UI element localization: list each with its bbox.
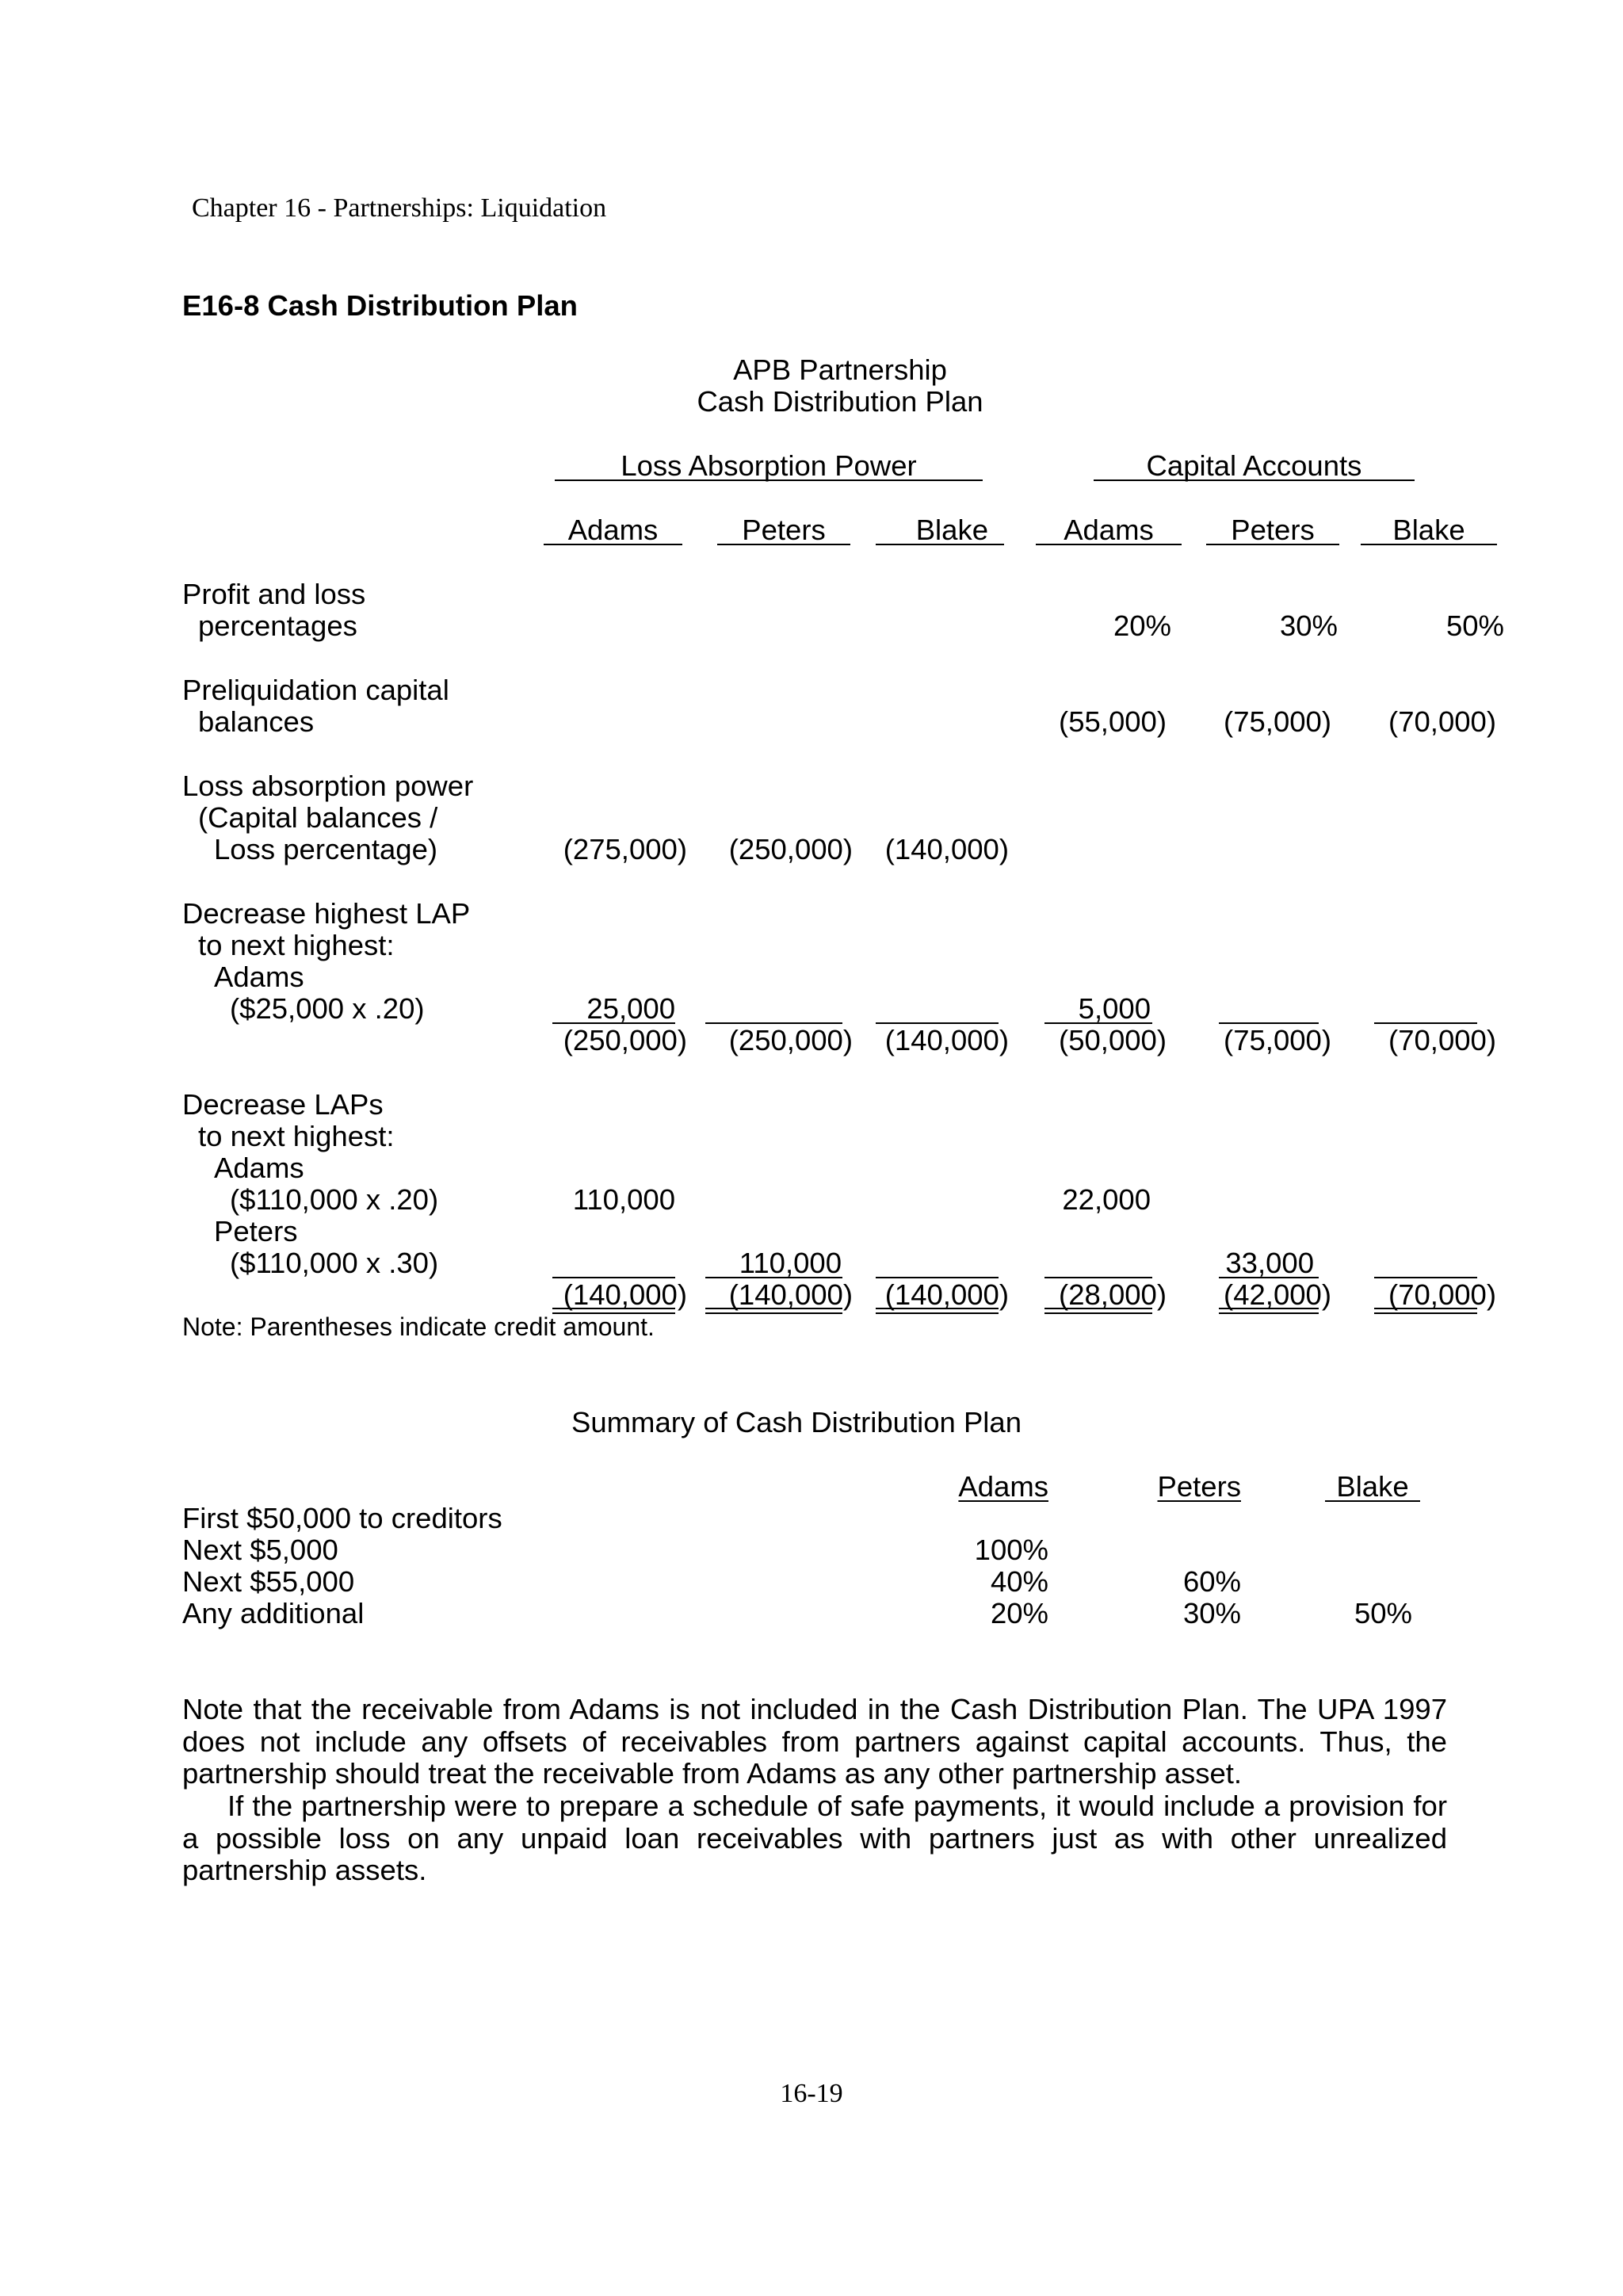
header-capital-accounts: Capital Accounts: [1146, 449, 1362, 482]
row-label: Loss absorption power: [182, 770, 474, 802]
total-double-underline: [876, 1308, 999, 1314]
paragraph: Note that the receivable from Adams is not included in the Cash Distribution Plan. The UPA 1997 does not include any offsets of receivables from partners against capital accounts. Thus, the partnership should treat the receivable from Adams as any other partnership asset.: [182, 1693, 1447, 1790]
row-label: Decrease highest LAP: [182, 897, 471, 930]
header-underline: [1094, 479, 1415, 481]
total-double-underline: [1219, 1308, 1319, 1314]
chapter-header: Chapter 16 - Partnerships: Liquidation: [192, 193, 607, 223]
cell-cap-peters: (75,000): [1224, 1024, 1331, 1056]
total-double-underline: [705, 1308, 842, 1314]
col-underline: [1206, 544, 1339, 545]
cell-lap-adams: (275,000): [563, 833, 687, 865]
cell-lap-blake: (140,000): [884, 833, 1009, 865]
row-label: Loss percentage): [214, 833, 438, 865]
col-header-lap-peters: Peters: [742, 514, 826, 546]
summary-cell-adams: 100%: [974, 1534, 1048, 1566]
cell-cap-blake: (70,000): [1388, 1024, 1496, 1056]
row-label: ($25,000 x .20): [230, 992, 425, 1025]
paragraph: If the partnership were to prepare a schedule of safe payments, it would include a provision for a possible loss on any unpaid loan receivables with partners just as with other unrealized partnership assets.: [182, 1790, 1447, 1886]
cell-cap-adams: 22,000: [1062, 1183, 1151, 1216]
col-header-lap-blake: Blake: [915, 514, 988, 546]
summary-cell-blake: 50%: [1354, 1597, 1412, 1629]
cell-cap-blake: 50%: [1445, 609, 1504, 642]
summary-title: Summary of Cash Distribution Plan: [571, 1406, 1022, 1438]
cell-lap-adams: 25,000: [586, 992, 675, 1025]
row-label: (Capital balances /: [198, 801, 438, 834]
cell-cap-adams: (55,000): [1059, 705, 1167, 738]
cell-lap-peters: 110,000: [739, 1247, 842, 1279]
cell-lap-peters: (250,000): [728, 833, 853, 865]
cell-lap-peters: (140,000): [728, 1278, 853, 1311]
cell-cap-peters: (42,000): [1224, 1278, 1331, 1311]
summary-cell-peters: 30%: [1182, 1597, 1241, 1629]
row-label: ($110,000 x .20): [230, 1183, 439, 1216]
summary-row-label: Any additional: [182, 1597, 365, 1629]
cell-cap-adams: (50,000): [1059, 1024, 1167, 1056]
row-label: Adams: [214, 961, 304, 993]
plan-title-line1: APB Partnership: [733, 353, 947, 386]
cell-cap-peters: (75,000): [1224, 705, 1331, 738]
row-label: ($110,000 x .30): [230, 1247, 439, 1279]
summary-cell-adams: 40%: [990, 1565, 1048, 1598]
row-label: percentages: [198, 609, 357, 642]
summary-row-label: Next $5,000: [182, 1534, 338, 1566]
col-header-cap-adams: Adams: [1064, 514, 1154, 546]
row-label: Adams: [214, 1152, 304, 1184]
row-label: Decrease LAPs: [182, 1088, 384, 1121]
summary-header-blake: Blake: [1336, 1470, 1409, 1503]
cell-cap-adams: (28,000): [1059, 1278, 1167, 1311]
header-loss-absorption-power: Loss Absorption Power: [621, 449, 917, 482]
summary-header-adams: Adams: [958, 1470, 1048, 1503]
header-underline: [1325, 1500, 1420, 1502]
col-underline: [717, 544, 850, 545]
summary-row-label: First $50,000 to creditors: [182, 1502, 502, 1534]
col-underline: [876, 544, 1004, 545]
cell-cap-blake: (70,000): [1388, 705, 1496, 738]
col-underline: [1036, 544, 1182, 545]
table-note: Note: Parentheses indicate credit amount.: [182, 1312, 655, 1341]
cell-lap-blake: (140,000): [884, 1278, 1009, 1311]
row-label: Preliquidation capital: [182, 674, 449, 706]
cell-cap-adams: 5,000: [1078, 992, 1151, 1025]
cell-cap-peters: 33,000: [1225, 1247, 1314, 1279]
row-label: balances: [198, 705, 315, 738]
cell-lap-blake: (140,000): [884, 1024, 1009, 1056]
row-label: Peters: [214, 1215, 298, 1247]
cell-cap-peters: 30%: [1279, 609, 1338, 642]
summary-cell-peters: 60%: [1182, 1565, 1241, 1598]
col-underline: [1361, 544, 1497, 545]
summary-row-label: Next $55,000: [182, 1565, 355, 1598]
row-label: to next highest:: [198, 929, 395, 961]
summary-header-peters: Peters: [1157, 1470, 1241, 1503]
plan-title-line2: Cash Distribution Plan: [697, 385, 983, 418]
col-header-lap-adams: Adams: [567, 514, 659, 546]
page-number: 16-19: [780, 2079, 843, 2108]
cell-lap-adams: (250,000): [563, 1024, 687, 1056]
row-label: to next highest:: [198, 1120, 395, 1152]
row-label: Profit and loss: [182, 578, 366, 610]
cell-lap-peters: (250,000): [728, 1024, 853, 1056]
summary-cell-adams: 20%: [990, 1597, 1048, 1629]
total-double-underline: [1374, 1308, 1477, 1314]
col-header-cap-blake: Blake: [1392, 514, 1465, 546]
header-underline: [555, 479, 983, 481]
cell-cap-adams: 20%: [1113, 609, 1171, 642]
exercise-title: E16-8 Cash Distribution Plan: [182, 289, 578, 322]
total-double-underline: [1044, 1308, 1152, 1314]
cell-cap-blake: (70,000): [1388, 1278, 1496, 1311]
cell-lap-adams: (140,000): [563, 1278, 687, 1311]
col-header-cap-peters: Peters: [1231, 514, 1315, 546]
col-underline: [544, 544, 682, 545]
cell-lap-adams: 110,000: [572, 1183, 675, 1216]
